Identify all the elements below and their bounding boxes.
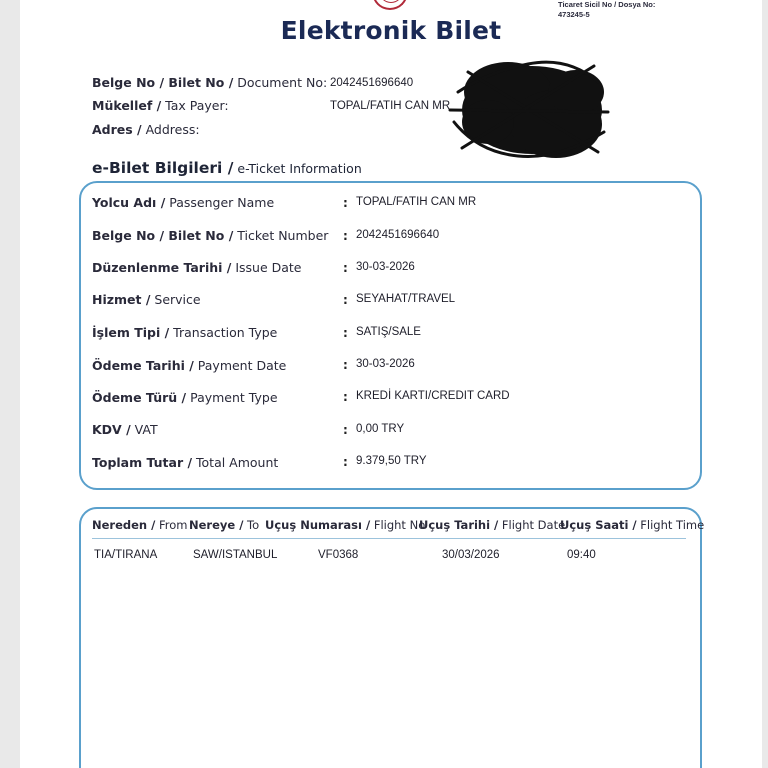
vat-value: 0,00 TRY bbox=[356, 423, 405, 435]
table-header-flight-no: Uçuş Numarası / Flight No bbox=[265, 518, 426, 532]
page-title: Elektronik Bilet bbox=[280, 16, 502, 45]
registry-value: 473245-5 bbox=[558, 10, 590, 19]
passenger-name-label: Yolcu Adı / Passenger Name bbox=[92, 195, 275, 210]
ticket-number-value: 2042451696640 bbox=[356, 229, 440, 241]
colon: : bbox=[343, 196, 348, 210]
transaction-type-label: İşlem Tipi / Transaction Type bbox=[92, 325, 278, 340]
table-header-flight-date: Uçuş Tarihi / Flight Date bbox=[419, 518, 566, 532]
section-title: e-Bilet Bilgileri / e-Ticket Information bbox=[92, 159, 362, 177]
colon: : bbox=[343, 390, 348, 404]
taxpayer-label: Mükellef / Tax Payer: bbox=[92, 98, 229, 113]
transaction-type-value: SATIŞ/SALE bbox=[356, 326, 421, 338]
total-amount-value: 9.379,50 TRY bbox=[356, 455, 427, 467]
colon: : bbox=[343, 293, 348, 307]
payment-type-label: Ödeme Türü / Payment Type bbox=[92, 390, 278, 405]
document-number-value: 2042451696640 bbox=[330, 77, 414, 89]
colon: : bbox=[343, 455, 348, 469]
table-cell-flight-date: 30/03/2026 bbox=[442, 549, 500, 561]
table-cell-from: TIA/TIRANA bbox=[94, 549, 158, 561]
payment-date-label: Ödeme Tarihi / Payment Date bbox=[92, 358, 287, 373]
table-header-flight-time: Uçuş Saati / Flight Time bbox=[560, 518, 705, 532]
address-label: Adres / Address: bbox=[92, 122, 200, 137]
colon: : bbox=[343, 423, 348, 437]
redaction-scribble bbox=[448, 52, 610, 164]
colon: : bbox=[343, 326, 348, 340]
table-cell-flight-time: 09:40 bbox=[567, 549, 596, 561]
taxpayer-value: TOPAL/FATIH CAN MR bbox=[330, 100, 451, 112]
table-header-from: Nereden / From bbox=[92, 518, 188, 532]
vat-label: KDV / VAT bbox=[92, 422, 158, 437]
flight-table-box bbox=[79, 507, 705, 768]
colon: : bbox=[343, 229, 348, 243]
passenger-name-value: TOPAL/FATIH CAN MR bbox=[356, 196, 477, 208]
payment-type-value: KREDİ KARTI/CREDIT CARD bbox=[356, 390, 510, 402]
issue-date-label: Düzenlenme Tarihi / Issue Date bbox=[92, 260, 302, 275]
table-cell-to: SAW/ISTANBUL bbox=[193, 549, 278, 561]
ticket-number-label: Belge No / Bilet No / Ticket Number bbox=[92, 228, 329, 243]
payment-date-value: 30-03-2026 bbox=[356, 358, 415, 370]
document-number-label: Belge No / Bilet No / Document No: bbox=[92, 75, 328, 90]
total-amount-label: Toplam Tutar / Total Amount bbox=[92, 455, 279, 470]
registry-label: Ticaret Sicil No / Dosya No: bbox=[558, 0, 656, 9]
service-value: SEYAHAT/TRAVEL bbox=[356, 293, 456, 305]
table-cell-flight-no: VF0368 bbox=[318, 549, 359, 561]
service-label: Hizmet / Service bbox=[92, 292, 201, 307]
company-logo bbox=[372, 0, 408, 10]
issue-date-value: 30-03-2026 bbox=[356, 261, 415, 273]
colon: : bbox=[343, 358, 348, 372]
table-header-to: Nereye / To bbox=[189, 518, 260, 532]
colon: : bbox=[343, 261, 348, 275]
ticket-page bbox=[20, 0, 762, 768]
table-header-divider bbox=[92, 538, 686, 539]
